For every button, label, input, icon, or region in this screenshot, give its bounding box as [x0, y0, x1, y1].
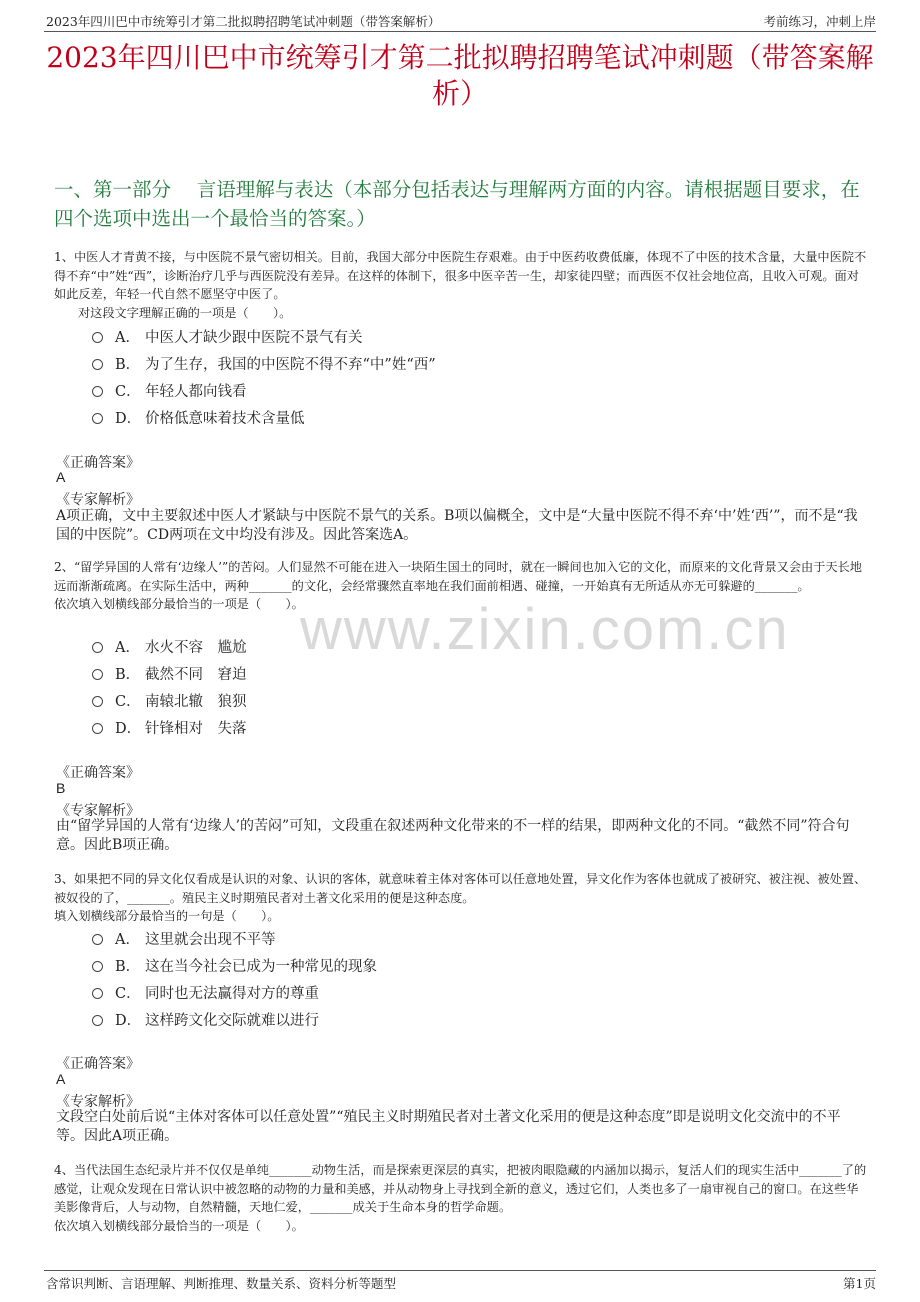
question-stem: 3、如果把不同的异文化仅看成是认识的对象、认识的客体，就意味着主体对客体可以任意地处置，异文化作为客体也就成了被研究、被注视、被处置、被奴役的了，_______。殖民主义时期殖民者对土著文化采用的便是这种态度。: [54, 872, 867, 905]
radio-icon[interactable]: [92, 359, 103, 370]
option-letter: A．: [115, 932, 140, 948]
option-letter: A．: [115, 330, 140, 346]
answer-value: A: [56, 1071, 66, 1087]
explanation-label: 《专家解析》: [56, 1094, 140, 1110]
option-d[interactable]: [92, 719, 247, 739]
option-c[interactable]: [92, 984, 319, 1004]
radio-icon[interactable]: [92, 696, 103, 707]
page-header: [0, 0, 920, 30]
radio-icon[interactable]: [92, 723, 103, 734]
radio-icon[interactable]: [92, 961, 103, 972]
answer-label: 《正确答案》: [56, 765, 140, 781]
option-text: 水火不容 尴尬: [145, 640, 247, 656]
option-text: 同时也无法赢得对方的尊重: [145, 986, 319, 1002]
option-letter: A．: [115, 640, 140, 656]
radio-icon[interactable]: [92, 332, 103, 343]
question-4: [54, 1161, 868, 1235]
header-slogan: 考前练习，冲刺上岸: [763, 14, 876, 29]
question-prompt: 依次填入划横线部分最恰当的一项是（ ）。: [54, 597, 304, 611]
radio-icon[interactable]: [92, 413, 103, 424]
option-text: 中医人才缺少跟中医院不景气有关: [145, 330, 363, 346]
option-b[interactable]: [92, 665, 247, 685]
explanation-label: 《专家解析》: [56, 492, 140, 508]
option-letter: B．: [115, 357, 141, 373]
explanation-label: 《专家解析》: [56, 803, 140, 819]
option-b[interactable]: [92, 355, 436, 375]
document-title: 2023年四川巴中市统筹引才第二批拟聘招聘笔试冲刺题（带答案解析）: [46, 41, 874, 110]
option-d[interactable]: [92, 409, 305, 429]
option-c[interactable]: [92, 692, 247, 712]
option-letter: C．: [115, 986, 141, 1002]
option-d[interactable]: [92, 1011, 319, 1031]
option-text: 年轻人都向钱看: [145, 384, 247, 400]
option-letter: B．: [115, 667, 141, 683]
answer-label: 《正确答案》: [56, 1056, 140, 1072]
radio-icon[interactable]: [92, 669, 103, 680]
option-text: 这里就会出现不平等: [145, 932, 276, 948]
radio-icon[interactable]: [92, 1015, 103, 1026]
option-text: 为了生存，我国的中医院不得不弃“中”姓“西”: [145, 357, 436, 373]
option-letter: C．: [115, 384, 141, 400]
question-stem: 2、“留学异国的人常有‘边缘人’”的苦闷。人们显然不可能在进入一块陌生国土的同时，就在一瞬间也加入它的文化，而原来的文化背景又会由于天长地远而渐渐疏离。在实际生活中，两种_______的文化，会经常骤然直率地在我们面前相遇、碰撞，一开始真有无所适从亦无可躲避的_______。: [54, 560, 862, 593]
answer-value: B: [56, 780, 66, 796]
option-a[interactable]: [92, 638, 247, 658]
explanation-text: 由“留学异国的人常有‘边缘人’的苦闷”可知，文段重在叙述两种文化带来的不一样的结果，即两种文化的不同。“截然不同”符合句意。因此B项正确。: [56, 818, 850, 853]
question-stem: 1、中医人才青黄不接，与中医院不景气密切相关。目前，我国大部分中医院生存艰难。由于中医药收费低廉，体现不了中医的技术含量，大量中医院不得不弃“中”姓“西”，诊断治疗几乎与西医院没有差异。在这样的体制下，很多中医辛苦一生，却家徒四壁；而西医不仅社会地位高，且收入可观。面对如此反差，年轻一代自然不愿坚守中医了。: [54, 250, 867, 301]
answer-label: 《正确答案》: [56, 455, 140, 471]
radio-icon[interactable]: [92, 934, 103, 945]
radio-icon[interactable]: [92, 386, 103, 397]
question-stem: 4、当代法国生态纪录片并不仅仅是单纯_______动物生活，而是探索更深层的真实，把被肉眼隐藏的内涵加以揭示，复活人们的现实生活中_______了的感觉，让观众发现在日常认识中被忽略的动物的力量和美感，并从动物身上寻找到全新的意义，透过它们，人类也多了一扇审视自己的窗口。在这些华美影像背后，人与动物，自然精髓，天地仁爱，_______成关于生命本身的哲学命题。: [54, 1163, 867, 1214]
question-prompt: 填入划横线部分最恰当的一句是（ ）。: [54, 909, 280, 923]
footer-description: 含常识判断、言语理解、判断推理、数量关系、资料分析等题型: [46, 1276, 397, 1291]
question-2: [54, 558, 868, 614]
option-text: 截然不同 窘迫: [145, 667, 247, 683]
explanation-text: A项正确，文中主要叙述中医人才紧缺与中医院不景气的关系。B项以偏概全，文中是“大量中医院不得不弃‘中’姓‘西’”，而不是“我国的中医院”。CD两项在文中均没有涉及。因此答案选A。: [56, 508, 858, 543]
question-1: [54, 248, 868, 322]
option-text: 这在当今社会已成为一种常见的现象: [145, 959, 377, 975]
watermark: www.zixin.com.cn: [300, 597, 790, 662]
explanation-text: 文段空白处前后说“主体对客体可以任意处置”“殖民主义时期殖民者对土著文化采用的便是这种态度”即是说明文化交流中的不平等。因此A项正确。: [56, 1109, 841, 1144]
option-text: 这样跨文化交际就难以进行: [145, 1013, 319, 1029]
header-divider: [44, 31, 876, 32]
option-letter: C．: [115, 694, 141, 710]
option-a[interactable]: [92, 930, 276, 950]
option-letter: D．: [115, 721, 142, 737]
option-letter: D．: [115, 1013, 142, 1029]
radio-icon[interactable]: [92, 988, 103, 999]
option-text: 南辕北辙 狼狈: [145, 694, 247, 710]
option-b[interactable]: [92, 957, 377, 977]
option-text: 针锋相对 失落: [145, 721, 247, 737]
option-text: 价格低意味着技术含量低: [145, 411, 305, 427]
section-heading: 一、第一部分 言语理解与表达（本部分包括表达与理解两方面的内容。请根据题目要求，在四个选项中选出一个最恰当的答案。）: [54, 178, 860, 230]
page-number: 第1页: [843, 1276, 876, 1291]
question-prompt: 对这段文字理解正确的一项是（ ）。: [78, 305, 292, 320]
option-c[interactable]: [92, 382, 247, 402]
radio-icon[interactable]: [92, 642, 103, 653]
option-letter: D．: [115, 411, 142, 427]
option-a[interactable]: [92, 328, 363, 348]
question-prompt: 依次填入划横线部分最恰当的一项是（ ）。: [54, 1218, 304, 1233]
question-3: [54, 870, 868, 926]
header-doc-title: 2023年四川巴中市统筹引才第二批拟聘招聘笔试冲刺题（带答案解析）: [46, 14, 441, 29]
footer-divider: [44, 1270, 876, 1271]
answer-value: A: [56, 469, 66, 485]
option-letter: B．: [115, 959, 141, 975]
